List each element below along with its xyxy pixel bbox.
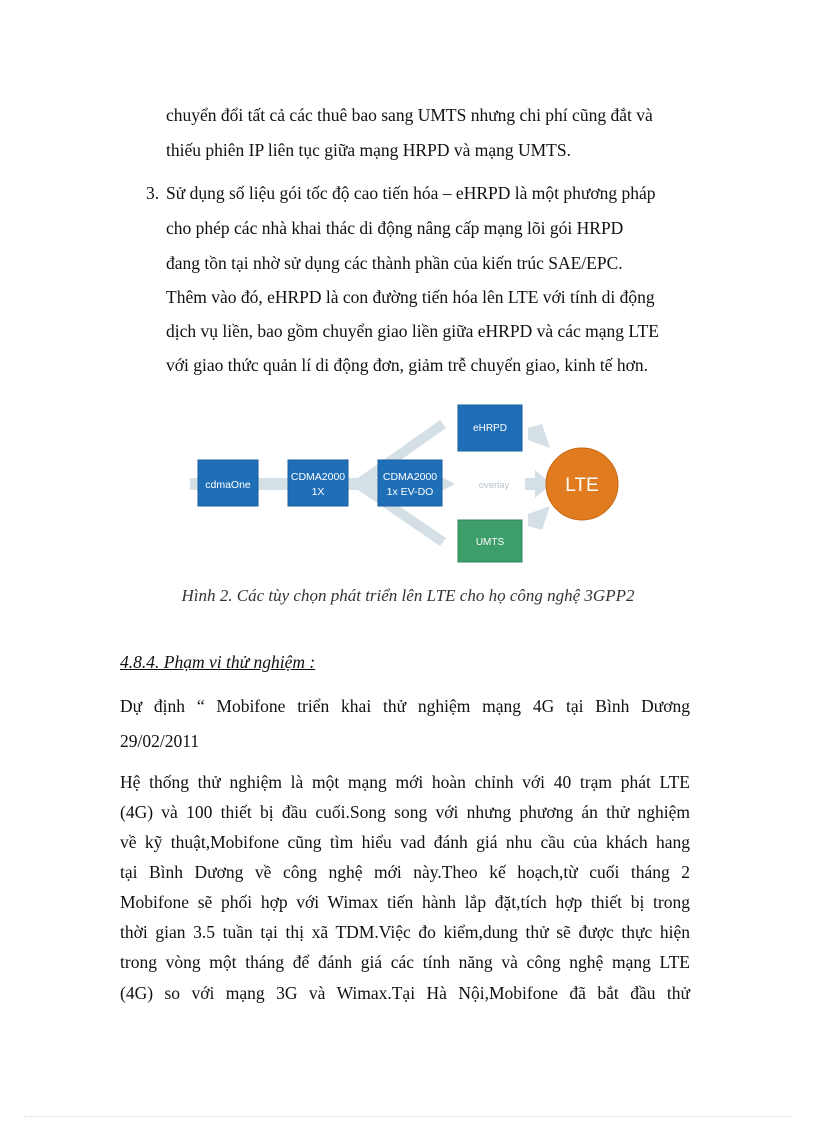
text-line: với giao thức quản lí di động đơn, giảm trễ chuyển giao, kinh tế hơn.: [166, 355, 648, 375]
cdma2000-evdo-box: [378, 460, 442, 506]
text-line: Mobifone sẽ phối hợp với Wimax tiến hành lắp đặt,tích hợp thiết bị trong: [120, 892, 690, 912]
text-line: (4G) so với mạng 3G và Wimax.Tại Hà Nội,Mobifone đã bắt đầu thử: [120, 983, 690, 1003]
text-line: tại Bình Dương về công nghệ mới này.Theo kế hoạch,từ cuối tháng 2: [120, 862, 690, 882]
text-line: cho phép các nhà khai thác di động nâng cấp mạng lõi gói HRPD: [166, 218, 624, 238]
text-line: trong vòng một tháng để đánh giá các tính năng và công nghệ mạng LTE: [120, 952, 690, 972]
cdmaone-label: cdmaOne: [205, 479, 251, 491]
text-line: (4G) và 100 thiết bị đầu cuối.Song song với nhưng phương án thử nghiệm: [120, 802, 690, 822]
text-line: Dự định “ Mobifone triển khai thử nghiệm mạng 4G tại Bình Dương: [120, 696, 690, 716]
text-line: 29/02/2011: [120, 731, 200, 751]
text-line: về kỹ thuật,Mobifone cũng tìm hiểu vad đánh giá nhu cầu của khách hang: [120, 832, 690, 852]
text-line: chuyển đổi tất cả các thuê bao sang UMTS nhưng chi phí cũng đắt và: [166, 105, 653, 125]
page-bottom-border: [24, 1116, 792, 1117]
lte-evolution-diagram: [190, 400, 630, 575]
overlay-label: overlay: [478, 480, 510, 491]
cdma2000-evdo-label-line2: 1x EV-DO: [386, 486, 434, 498]
cdma2000-evdo-label-line1: CDMA2000: [382, 471, 438, 483]
figure-caption: Hình 2. Các tùy chọn phát triển lên LTE cho họ công nghệ 3GPP2: [181, 586, 635, 605]
text-line: thiếu phiên IP liên tục giữa mạng HRPD và mạng UMTS.: [166, 140, 571, 160]
lte-label: LTE: [565, 475, 599, 496]
cdma2000-1x-label-line2: 1X: [311, 486, 325, 498]
text-line: đang tồn tại nhờ sử dụng các thành phần của kiến trúc SAE/EPC.: [166, 253, 623, 273]
cdma2000-1x-label-line1: CDMA2000: [290, 471, 346, 483]
arrow-shape: [528, 424, 550, 448]
cdma2000-1x-box: [288, 460, 348, 506]
text-line: Thêm vào đó, eHRPD là con đường tiến hóa lên LTE với tính di động: [166, 287, 655, 307]
arrow-shape: [528, 506, 550, 530]
ehrpd-label: eHRPD: [473, 423, 507, 434]
text-line: dịch vụ liền, bao gồm chuyển giao liền giữa eHRPD và các mạng LTE: [166, 321, 659, 341]
text-line: Sử dụng số liệu gói tốc độ cao tiến hóa – eHRPD là một phương pháp: [166, 183, 656, 203]
text-line: Hệ thống thử nghiệm là một mạng mới hoàn chỉnh với 40 trạm phát LTE: [120, 772, 690, 792]
section-heading: 4.8.4. Phạm vi thử nghiệm :: [120, 652, 316, 672]
umts-label: UMTS: [475, 537, 505, 548]
list-number: 3.: [146, 183, 160, 203]
text-line: thời gian 3.5 tuần tại thị xã TDM.Việc đo kiểm,dung thử sẽ được thực hiện: [120, 922, 690, 942]
